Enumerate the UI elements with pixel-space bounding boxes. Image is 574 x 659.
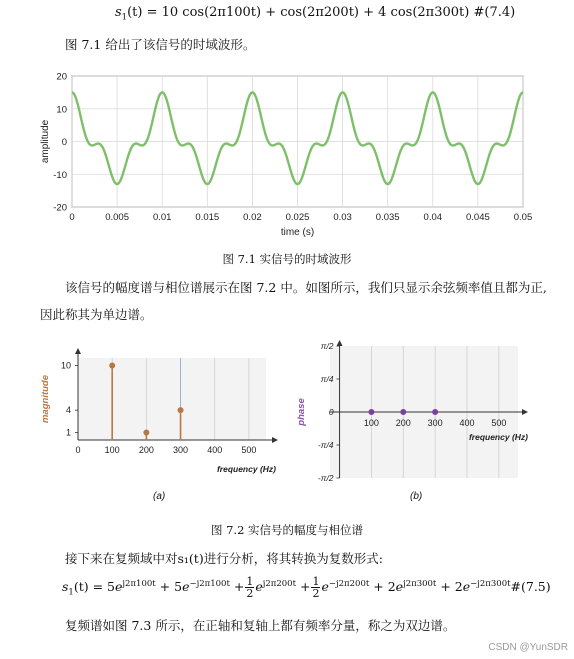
x-tick-label: 500	[241, 445, 257, 455]
eq75-t1-e: e	[115, 579, 123, 594]
eq75-half-2-den: 2	[312, 587, 320, 600]
eq75-t2-e: e	[182, 579, 190, 594]
eq75-t6: + 2	[436, 579, 463, 594]
y-tick-label: 0	[61, 137, 67, 148]
eq75-half-1	[245, 576, 254, 599]
x-tick-label: 0.05	[513, 212, 533, 223]
y-tick-label: 10	[56, 104, 67, 116]
figure-7-2a-label: (a)	[153, 491, 166, 502]
eq75-t5-e: e	[395, 579, 404, 594]
x-tick-label: 0.035	[375, 212, 400, 223]
eq75-t4-e: e	[321, 579, 329, 594]
x-tick-label: 500	[491, 418, 507, 428]
y-axis-label: magnitude	[40, 374, 51, 424]
x-axis-label: frequency (Hz)	[468, 432, 528, 442]
paragraph-1: 图 7.1 给出了该信号的时域波形。	[65, 37, 256, 52]
eq74-body: (t) = 10 cos(2π100t) + cos(2π200t) + 4 cos(2π300t)	[127, 5, 470, 20]
y-axis-label: amplitude	[40, 119, 51, 164]
eq75-lhs-rest: (t) = 5	[73, 579, 115, 594]
x-tick-label: 300	[427, 418, 443, 428]
figure-7-2b-label: (b)	[410, 491, 423, 502]
y-tick-label: 1	[65, 427, 71, 438]
y-axis-label: phase	[296, 398, 307, 426]
x-axis-arrow	[522, 409, 528, 415]
stem-marker	[178, 407, 184, 413]
x-tick-label: 400	[459, 418, 475, 428]
x-tick-label: 400	[207, 445, 223, 455]
stem-marker	[109, 362, 115, 368]
eq75-t4-exp: −j2π200t	[328, 578, 370, 589]
y-axis-arrow	[75, 348, 81, 354]
x-tick-label: 0.015	[195, 212, 220, 223]
eq75-t4-plus: +	[296, 579, 311, 594]
figure-7-2a-magnitude-chart	[30, 340, 290, 485]
eq75-half-1-num: 1	[246, 575, 254, 588]
phase-marker	[432, 409, 438, 415]
eq75-t5-exp: j2π300t	[403, 578, 437, 589]
x-tick-label: 0	[69, 212, 75, 223]
y-tick-label: -π/4	[317, 440, 334, 450]
x-axis-arrow	[272, 437, 278, 443]
eq75-t5: + 2	[369, 579, 396, 594]
y-axis-arrow	[337, 340, 343, 346]
eq74-tag: #(7.4)	[473, 5, 516, 20]
paragraph-2-line-1: 该信号的幅度谱与相位谱展示在图 7.2 中。如图所示，我们只显示余弦频率值且都为正,	[65, 280, 547, 295]
eq75-t3-e: e	[255, 579, 263, 594]
eq75-t1-exp: j2π100t	[122, 578, 156, 589]
eq75-t2: + 5	[155, 579, 183, 594]
figure-7-1-caption: 图 7.1 实信号的时域波形	[222, 252, 352, 266]
x-tick-label: 0.045	[466, 212, 490, 223]
x-tick-label: 100	[104, 445, 120, 455]
x-tick-label: 0.025	[285, 212, 310, 223]
y-tick-label: -π/2	[317, 473, 334, 483]
equation-7-5	[62, 576, 551, 599]
eq74-lhs-sub: 1	[121, 12, 128, 23]
y-tick-label: -10	[53, 169, 67, 181]
x-tick-label: 0.04	[423, 212, 443, 223]
x-tick-label: 0.02	[243, 212, 262, 223]
eq75-half-2-num: 1	[312, 575, 320, 588]
eq75-half-1-den: 2	[246, 587, 254, 600]
eq75-t3-exp: j2π200t	[262, 578, 297, 589]
paragraph-4: 复频谱如图 7.3 所示，在正轴和复轴上都有频率分量，称之为双边谱。	[65, 618, 456, 633]
x-tick-label: 200	[138, 445, 154, 455]
x-tick-label: 200	[395, 418, 411, 428]
csdn-watermark: CSDN @YunSDR	[488, 642, 568, 653]
x-tick-label: 0.03	[333, 212, 352, 223]
x-tick-label: 0.01	[152, 212, 172, 223]
x-axis-label: frequency (Hz)	[216, 464, 276, 474]
y-tick-label: 0	[328, 407, 334, 417]
y-tick-label: 4	[65, 405, 71, 416]
y-tick-label: π/2	[320, 341, 334, 351]
stem-marker	[143, 430, 149, 436]
eq75-t6-e: e	[462, 579, 471, 594]
eq75-t6-exp: −j2π300t	[470, 578, 511, 589]
plot-background	[78, 358, 266, 440]
phase-marker	[368, 409, 374, 415]
eq75-t2-exp: −j2π100t	[189, 578, 230, 589]
eq74-lhs: s	[115, 5, 122, 20]
eq75-t3-plus: +	[229, 579, 245, 594]
x-tick-label: 0	[75, 445, 81, 455]
paragraph-2-line-2: 因此称其为单边谱。	[40, 307, 153, 322]
paragraph-3: 接下来在复频域中对s₁(t)进行分析，将其转换为复数形式:	[65, 551, 383, 566]
figure-7-2b-phase-chart	[290, 338, 540, 488]
y-tick-label: 20	[56, 71, 67, 83]
x-axis-label: time (s)	[280, 227, 315, 238]
y-tick-label: -20	[53, 202, 67, 214]
x-tick-label: 0.005	[105, 212, 129, 223]
x-tick-label: 100	[363, 418, 379, 428]
y-tick-label: π/4	[320, 374, 334, 384]
y-tick-label: 10	[60, 360, 71, 371]
figure-7-2-caption: 图 7.2 实信号的幅度与相位谱	[210, 523, 364, 537]
equation-7-4	[115, 5, 515, 23]
eq75-tag: #(7.5)	[510, 579, 551, 594]
eq75-lhs: s	[62, 579, 69, 594]
eq75-lhs-sub: 1	[68, 587, 74, 598]
figure-7-1-chart	[30, 66, 540, 242]
phase-marker	[400, 409, 406, 415]
eq75-half-2	[311, 576, 320, 599]
x-tick-label: 300	[173, 445, 189, 455]
